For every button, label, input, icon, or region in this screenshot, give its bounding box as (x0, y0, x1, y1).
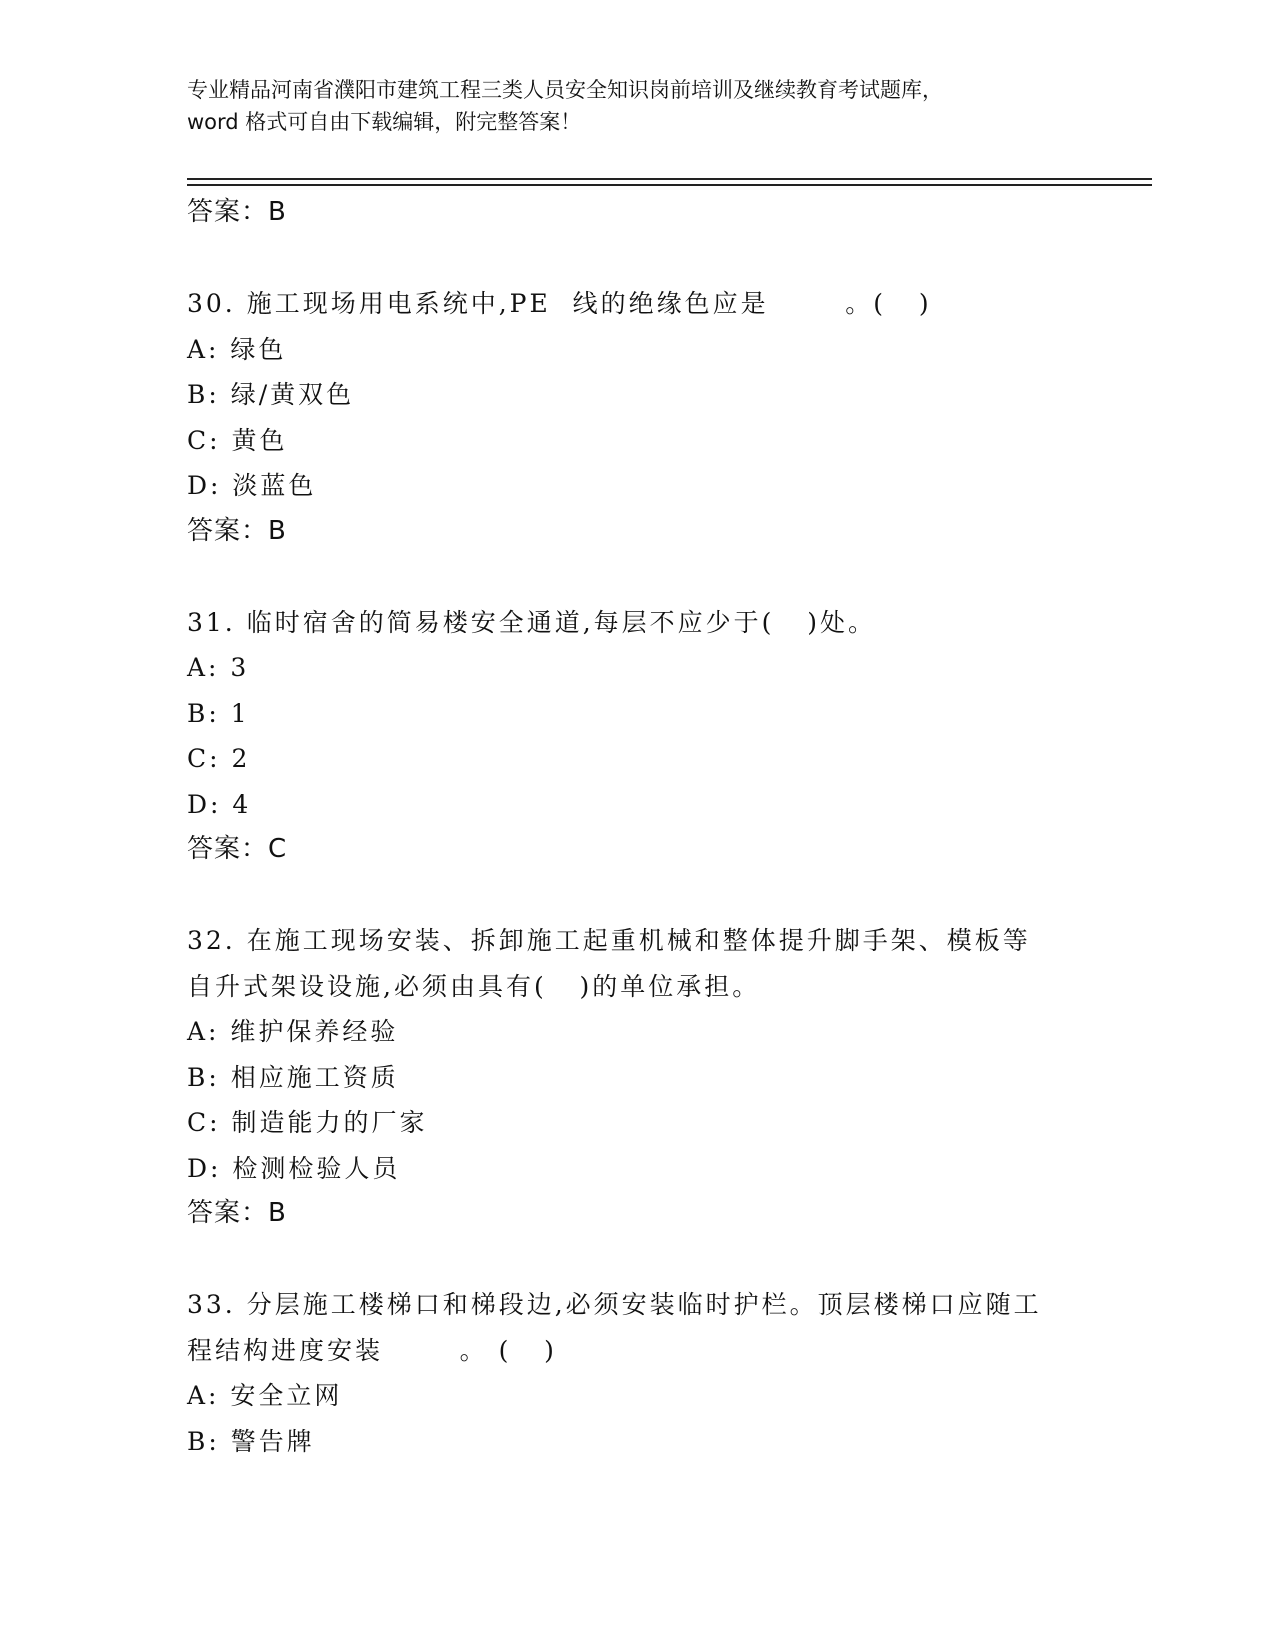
question-31-option-c: C: 2 (187, 744, 251, 773)
header-divider-top (187, 178, 1152, 180)
page-header (187, 74, 1087, 138)
question-32-answer: 答案：B (187, 1198, 287, 1228)
question-30-option-d: D: 淡蓝色 (187, 471, 317, 500)
question-32-option-d: D: 检测检验人员 (187, 1153, 401, 1183)
question-30-answer: 答案：B (187, 515, 287, 546)
question-list (187, 190, 1087, 1464)
question-30-stem: 30. 施工现场用电系统中,PE 线的绝缘色应是 。( ) (187, 289, 932, 318)
previous-answer: 答案：B (187, 197, 287, 227)
question-31 (187, 600, 1087, 873)
question-32 (187, 918, 1087, 1237)
question-31-answer: 答案：C (187, 834, 288, 864)
question-31-option-d: D: 4 (187, 789, 252, 819)
question-30-option-b: B: 绿/黄双色 (187, 380, 355, 409)
question-31-option-b: B: 1 (187, 698, 250, 728)
question-30-option-a: A: 绿色 (187, 334, 287, 364)
question-33 (187, 1282, 1087, 1464)
question-32-option-b: B: 相应施工资质 (187, 1062, 399, 1092)
question-31-stem: 31. 临时宿舍的简易楼安全通道,每层不应少于( )处。 (187, 607, 877, 637)
question-33-stem-line-2: 程结构进度安装 。 ( ) (187, 1335, 557, 1365)
question-31-option-a: A: 3 (187, 653, 250, 682)
question-33-stem-line-1: 33. 分层施工楼梯口和梯段边,必须安装临时护栏。顶层楼梯口应随工 (187, 1290, 1042, 1319)
question-32-option-a: A: 维护保养经验 (187, 1017, 399, 1046)
question-30-option-c: C: 黄色 (187, 425, 288, 455)
question-33-option-a: A: 安全立网 (187, 1381, 343, 1410)
question-32-option-c: C: 制造能力的厂家 (187, 1108, 428, 1137)
header-line-2: word 格式可自由下载编辑，附完整答案！ (187, 110, 582, 134)
question-30 (187, 281, 1087, 554)
question-32-stem-line-2: 自升式架设设施,必须由具有( )的单位承担。 (187, 971, 761, 1001)
header-line-1: 专业精品河南省濮阳市建筑工程三类人员安全知识岗前培训及继续教育考试题库， (187, 78, 943, 102)
question-32-stem-line-1: 32. 在施工现场安装、拆卸施工起重机械和整体提升脚手架、模板等 (187, 926, 1031, 955)
question-33-option-b: B: 警告牌 (187, 1426, 315, 1456)
header-divider-bottom (187, 184, 1152, 186)
